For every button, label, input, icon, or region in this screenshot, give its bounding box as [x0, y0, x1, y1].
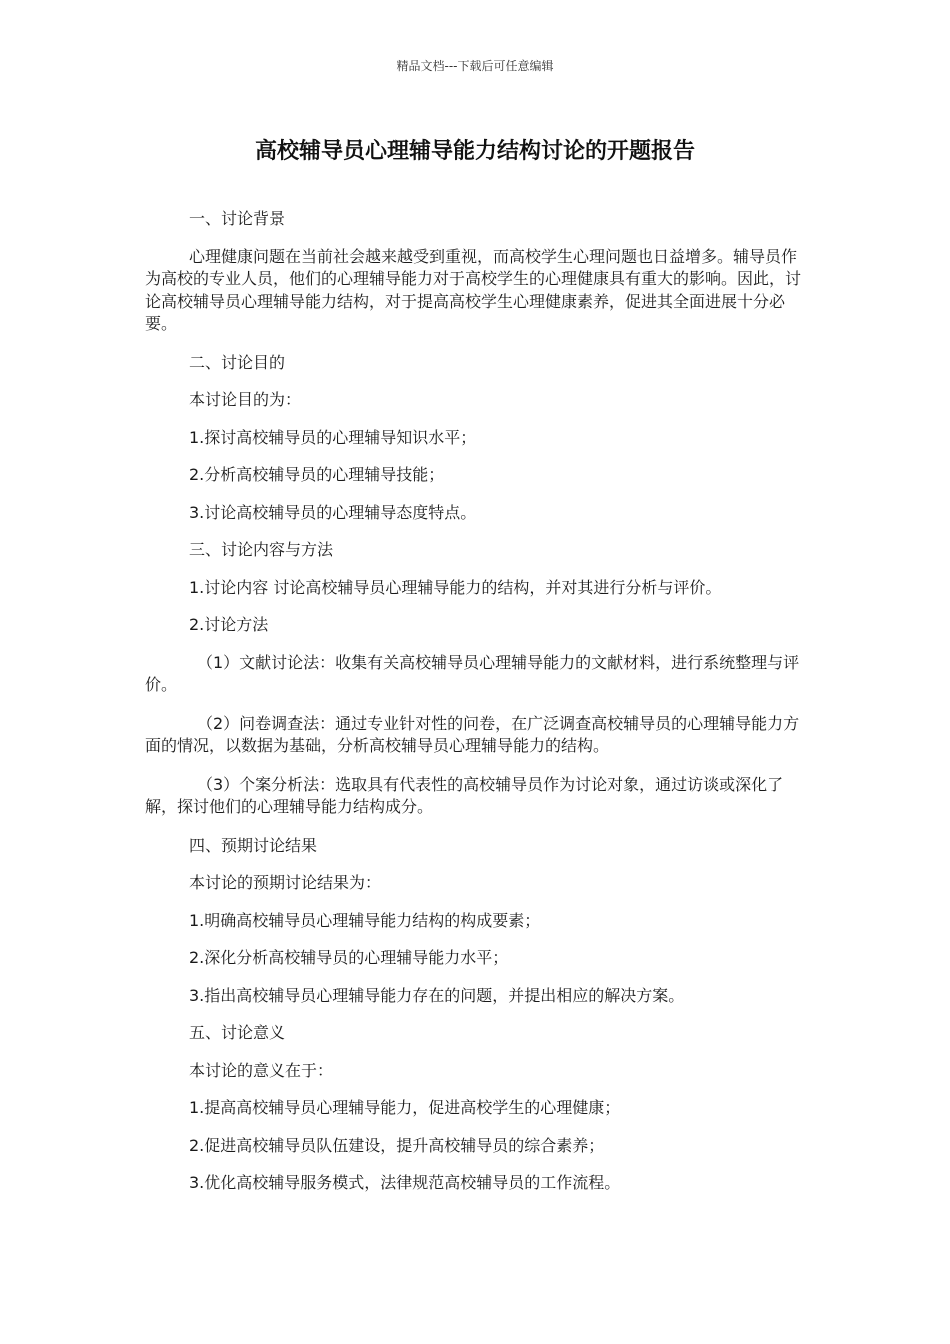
list-item-result-3: 3.指出高校辅导员心理辅导能力存在的问题，并提出相应的解决方案。 — [189, 985, 685, 1005]
section-heading-background: 一、讨论背景 — [189, 209, 286, 228]
section-heading-purpose: 二、讨论目的 — [189, 352, 286, 372]
list-item-result-1: 1.明确高校辅导员心理辅导能力结构的构成要素； — [189, 910, 541, 930]
section-heading-content-method: 三、讨论内容与方法 — [189, 540, 334, 559]
paragraph-results-intro: 本讨论的预期讨论结果为： — [189, 873, 382, 892]
header-note: 精品文档---下载后可任意编辑 — [396, 59, 554, 73]
list-item-method: 2.讨论方法 — [189, 615, 269, 634]
document-title: 高校辅导员心理辅导能力结构讨论的开题报告 — [254, 139, 695, 164]
list-item-content: 1.讨论内容 讨论高校辅导员心理辅导能力的结构，并对其进行分析与评价。 — [189, 577, 722, 597]
list-item-result-2: 2.深化分析高校辅导员的心理辅导能力水平； — [189, 948, 509, 967]
list-item-significance-1: 1.提高高校辅导员心理辅导能力，促进高校学生的心理健康； — [189, 1098, 621, 1117]
paragraph-significance-intro: 本讨论的意义在于： — [189, 1060, 334, 1080]
document-body — [145, 208, 805, 1210]
section-heading-expected-results: 四、预期讨论结果 — [189, 835, 318, 855]
method-questionnaire: （2）问卷调查法：通过专业针对性的问卷，在广泛调查高校辅导员的心理辅导能力方面的情况，以数据为基础，分析高校辅导员心理辅导能力的结构。 — [145, 713, 800, 755]
section-heading-significance: 五、讨论意义 — [189, 1023, 286, 1042]
method-case-analysis: （3）个案分析法：选取具有代表性的高校辅导员作为讨论对象，通过访谈或深化了解，探讨他们的心理辅导能力结构成分。 — [145, 774, 784, 816]
list-item-significance-2: 2.促进高校辅导员队伍建设，提升高校辅导员的综合素养； — [189, 1135, 605, 1155]
list-item-significance-3: 3.优化高校辅导服务模式，法律规范高校辅导员的工作流程。 — [189, 1173, 621, 1192]
list-item-purpose-3: 3.讨论高校辅导员的心理辅导态度特点。 — [189, 502, 477, 522]
list-item-purpose-2: 2.分析高校辅导员的心理辅导技能； — [189, 465, 445, 484]
paragraph-background: 心理健康问题在当前社会越来越受到重视，而高校学生心理问题也日益增多。辅导员作为高校的专业人员，他们的心理辅导能力对于高校学生的心理健康具有重大的影响。因此，讨论高校辅导员心理辅导能力结构，对于提高高校学生心理健康素养，促进其全面进展十分必要。 — [145, 246, 802, 333]
method-literature: （1）文献讨论法：收集有关高校辅导员心理辅导能力的文献材料，进行系统整理与评价。 — [145, 652, 800, 694]
paragraph-purpose-intro: 本讨论目的为： — [189, 390, 302, 409]
list-item-purpose-1: 1.探讨高校辅导员的心理辅导知识水平； — [189, 427, 477, 447]
